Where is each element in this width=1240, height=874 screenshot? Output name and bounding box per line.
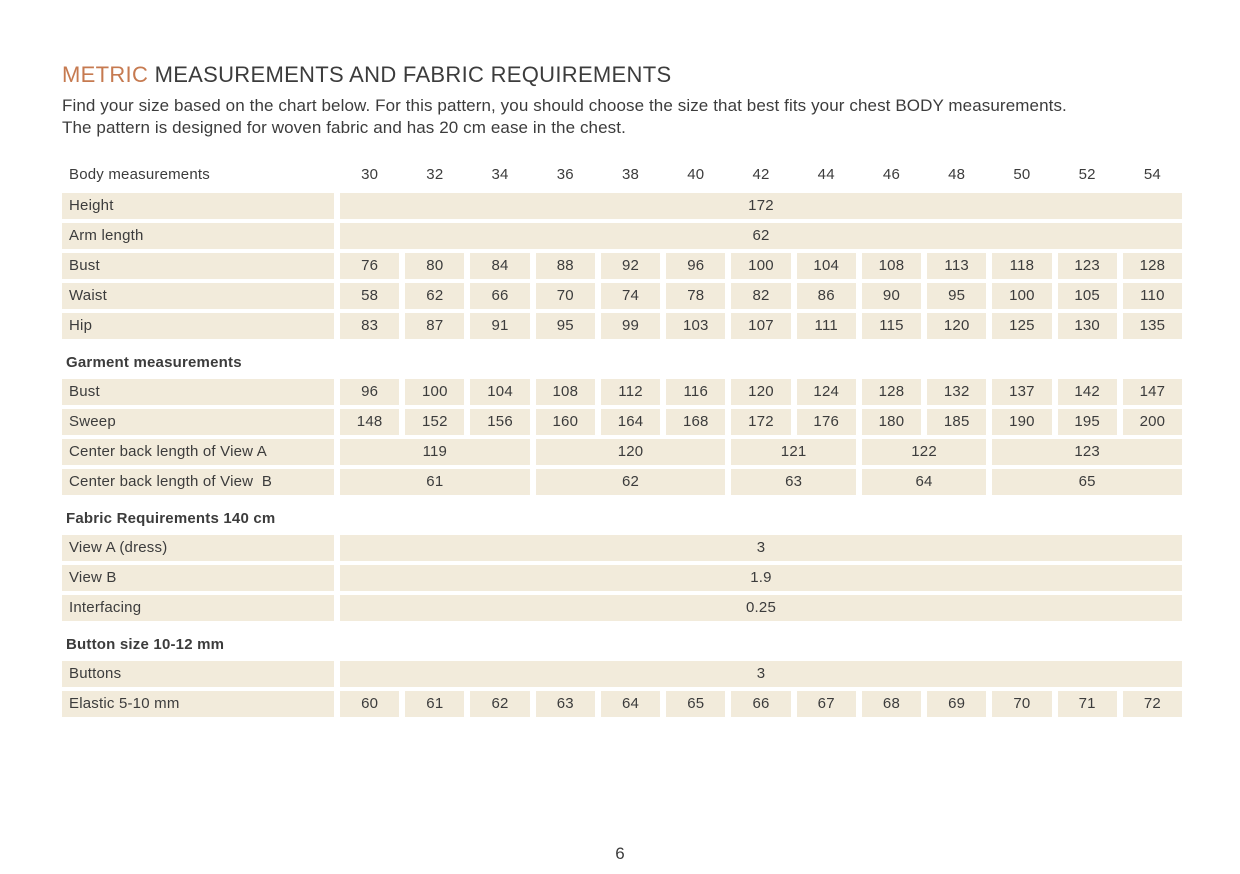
value-cell: 113	[927, 253, 986, 279]
table-row	[62, 193, 1182, 219]
value-cell: 61	[405, 691, 464, 717]
value-cell: 58	[340, 283, 399, 309]
row-label: View B	[62, 565, 334, 591]
value-cell: 137	[992, 379, 1051, 405]
value-cell: 76	[340, 253, 399, 279]
value-cell: 62	[340, 223, 1182, 249]
value-cell: 160	[536, 409, 595, 435]
value-cell: 152	[405, 409, 464, 435]
row-label: Center back length of View B	[62, 469, 334, 495]
page-number: 6	[615, 844, 625, 863]
value-cell: 124	[797, 379, 856, 405]
row-label: Sweep	[62, 409, 334, 435]
value-cell: 64	[862, 469, 986, 495]
value-cell: 96	[340, 379, 399, 405]
value-cell: 95	[927, 283, 986, 309]
value-cell: 110	[1123, 283, 1182, 309]
value-cell: 115	[862, 313, 921, 339]
value-cell: 120	[927, 313, 986, 339]
value-cell: 90	[862, 283, 921, 309]
value-cell: 176	[797, 409, 856, 435]
value-cell: 62	[536, 469, 726, 495]
value-cell: 156	[470, 409, 529, 435]
value-cell: 123	[1058, 253, 1117, 279]
size-header-cell: 46	[882, 166, 900, 183]
size-header-cell: 34	[491, 166, 509, 183]
table-row	[62, 565, 1182, 591]
table-header-row	[62, 164, 1182, 185]
value-cell: 63	[731, 469, 855, 495]
section-heading: Fabric Requirements 140 cm	[66, 510, 276, 527]
size-header-cell: 32	[426, 166, 444, 183]
size-header-cell: 40	[687, 166, 705, 183]
row-label: Buttons	[62, 661, 334, 687]
section-heading: Garment measurements	[66, 354, 242, 371]
size-header-cell: 54	[1143, 166, 1161, 183]
value-cell: 105	[1058, 283, 1117, 309]
value-cell: 100	[992, 283, 1051, 309]
value-cell: 118	[992, 253, 1051, 279]
row-label: Bust	[62, 379, 334, 405]
row-label: View A (dress)	[62, 535, 334, 561]
value-cell: 128	[862, 379, 921, 405]
value-cell: 135	[1123, 313, 1182, 339]
table-row	[62, 283, 1182, 309]
row-label: Height	[62, 193, 334, 219]
table-row	[62, 469, 1182, 495]
value-cell: 83	[340, 313, 399, 339]
table-row	[62, 439, 1182, 465]
value-cell: 72	[1123, 691, 1182, 717]
value-cell: 116	[666, 379, 725, 405]
table-row	[62, 223, 1182, 249]
value-cell: 84	[470, 253, 529, 279]
value-cell: 61	[340, 469, 530, 495]
value-cell: 62	[405, 283, 464, 309]
value-cell: 128	[1123, 253, 1182, 279]
value-cell: 68	[862, 691, 921, 717]
value-cell: 63	[536, 691, 595, 717]
value-cell: 3	[340, 661, 1182, 687]
value-cell: 119	[340, 439, 530, 465]
value-cell: 78	[666, 283, 725, 309]
value-cell: 92	[601, 253, 660, 279]
value-cell: 87	[405, 313, 464, 339]
value-cell: 74	[601, 283, 660, 309]
value-cell: 172	[731, 409, 790, 435]
measurements-table	[62, 164, 1182, 717]
size-header-cell: 36	[556, 166, 574, 183]
title-rest: MEASUREMENTS AND FABRIC REQUIREMENTS	[154, 62, 672, 87]
size-header-cell: 44	[817, 166, 835, 183]
value-cell: 96	[666, 253, 725, 279]
header-label: Body measurements	[69, 166, 210, 183]
value-cell: 66	[731, 691, 790, 717]
value-cell: 148	[340, 409, 399, 435]
table-row	[62, 661, 1182, 687]
value-cell: 70	[992, 691, 1051, 717]
value-cell: 82	[731, 283, 790, 309]
value-cell: 195	[1058, 409, 1117, 435]
value-cell: 71	[1058, 691, 1117, 717]
row-label: Waist	[62, 283, 334, 309]
value-cell: 120	[731, 379, 790, 405]
value-cell: 130	[1058, 313, 1117, 339]
value-cell: 91	[470, 313, 529, 339]
value-cell: 121	[731, 439, 855, 465]
table-row	[62, 691, 1182, 717]
value-cell: 108	[862, 253, 921, 279]
value-cell: 100	[405, 379, 464, 405]
value-cell: 67	[797, 691, 856, 717]
value-cell: 147	[1123, 379, 1182, 405]
value-cell: 200	[1123, 409, 1182, 435]
table-row	[62, 409, 1182, 435]
size-header-cell: 30	[361, 166, 379, 183]
value-cell: 95	[536, 313, 595, 339]
value-cell: 132	[927, 379, 986, 405]
value-cell: 164	[601, 409, 660, 435]
size-header-cell: 52	[1078, 166, 1096, 183]
size-header-cell: 48	[948, 166, 966, 183]
value-cell: 64	[601, 691, 660, 717]
table-row	[62, 253, 1182, 279]
table-row	[62, 379, 1182, 405]
value-cell: 142	[1058, 379, 1117, 405]
value-cell: 111	[797, 313, 856, 339]
value-cell: 122	[862, 439, 986, 465]
value-cell: 80	[405, 253, 464, 279]
value-cell: 103	[666, 313, 725, 339]
value-cell: 185	[927, 409, 986, 435]
title-accent: METRIC	[62, 62, 149, 87]
row-label: Arm length	[62, 223, 334, 249]
value-cell: 120	[536, 439, 726, 465]
size-header-cell: 42	[752, 166, 770, 183]
value-cell: 3	[340, 535, 1182, 561]
row-label: Bust	[62, 253, 334, 279]
value-cell: 125	[992, 313, 1051, 339]
size-header-cell: 38	[621, 166, 640, 183]
value-cell: 123	[992, 439, 1182, 465]
value-cell: 168	[666, 409, 725, 435]
value-cell: 65	[992, 469, 1182, 495]
page-title	[62, 62, 1182, 88]
value-cell: 100	[731, 253, 790, 279]
row-label: Hip	[62, 313, 334, 339]
value-cell: 69	[927, 691, 986, 717]
value-cell: 108	[536, 379, 595, 405]
table-row	[62, 595, 1182, 621]
value-cell: 190	[992, 409, 1051, 435]
size-header-cell: 50	[1013, 166, 1031, 183]
intro-line-2: The pattern is designed for woven fabric and has 20 cm ease in the chest.	[62, 118, 626, 137]
value-cell: 107	[731, 313, 790, 339]
intro-line-1: Find your size based on the chart below. For this pattern, you should choose the size that best fits your chest BODY measurements.	[62, 96, 1067, 115]
section-heading: Button size 10-12 mm	[66, 636, 225, 653]
value-cell: 88	[536, 253, 595, 279]
table-row	[62, 313, 1182, 339]
value-cell: 104	[797, 253, 856, 279]
value-cell: 86	[797, 283, 856, 309]
value-cell: 66	[470, 283, 529, 309]
value-cell: 70	[536, 283, 595, 309]
value-cell: 112	[601, 379, 660, 405]
row-label: Elastic 5-10 mm	[62, 691, 334, 717]
value-cell: 180	[862, 409, 921, 435]
value-cell: 65	[666, 691, 725, 717]
value-cell: 172	[340, 193, 1182, 219]
value-cell: 62	[470, 691, 529, 717]
value-cell: 104	[470, 379, 529, 405]
value-cell: 1.9	[340, 565, 1182, 591]
row-label: Center back length of View A	[62, 439, 334, 465]
value-cell: 60	[340, 691, 399, 717]
row-label: Interfacing	[62, 595, 334, 621]
value-cell: 99	[601, 313, 660, 339]
table-row	[62, 535, 1182, 561]
value-cell: 0.25	[340, 595, 1182, 621]
